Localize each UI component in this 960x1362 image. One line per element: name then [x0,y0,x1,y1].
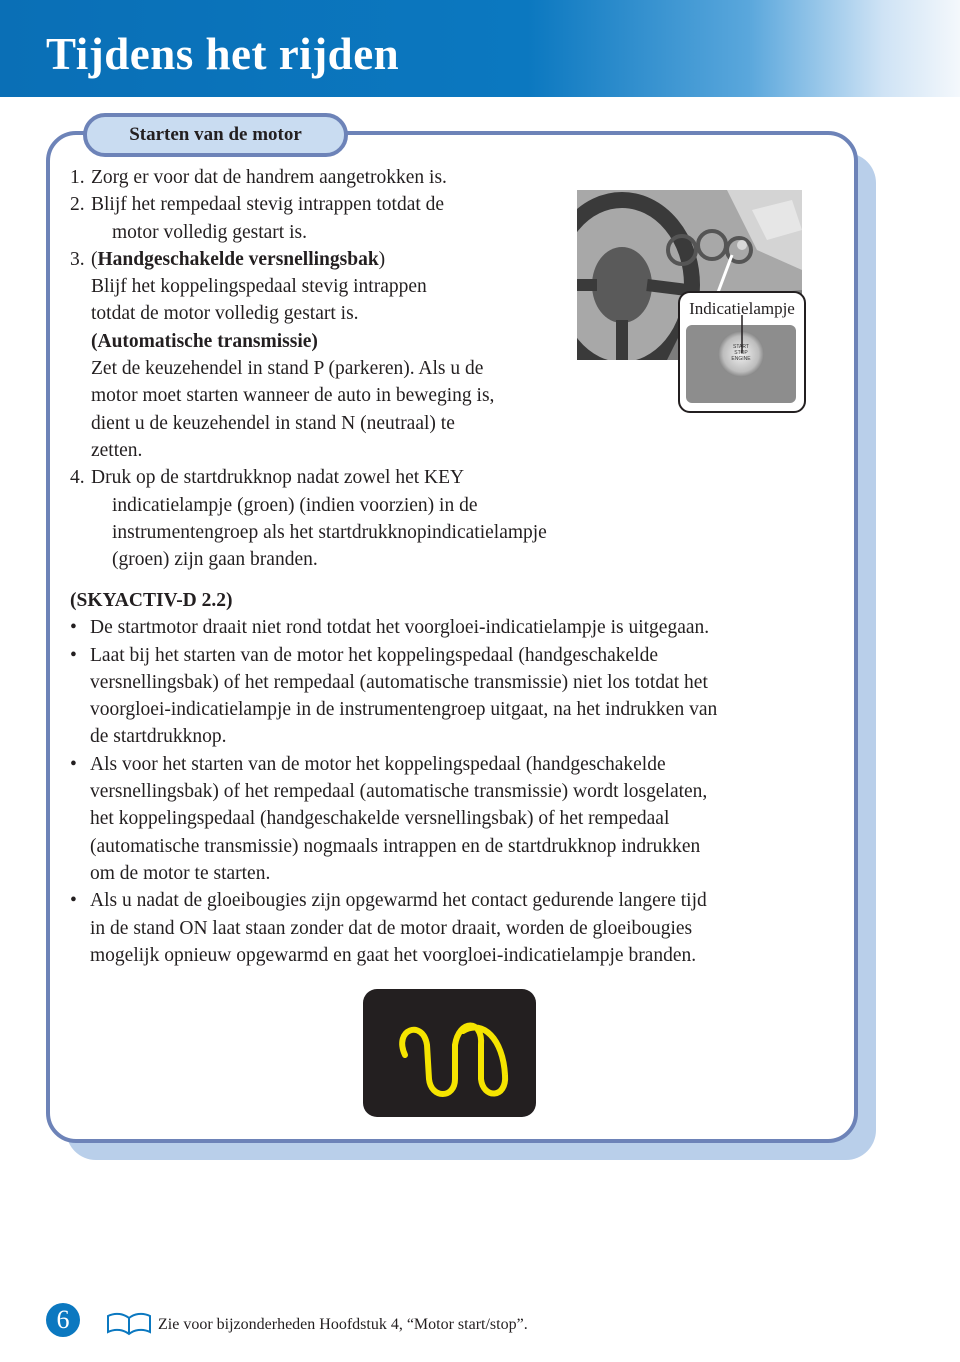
page-header [0,0,960,97]
book-icon [106,1312,152,1341]
skyactiv-section [70,587,840,969]
section-tab [83,113,348,157]
skyactiv-heading: (SKYACTIV-D 2.2) [70,590,233,611]
start-steps-list [70,164,630,573]
skyactiv-bullet-1: • De startmotor draait niet rond totdat het voorgloei-indicatielampje is uitgegaan. [70,617,710,639]
skyactiv-bullet-3: • Als voor het starten van de motor het koppelingspedaal (handgeschakelde versnellingsbak) of het rempedaal (automatische transmissie) wordt losgelaten, het koppelingspedaal (handgeschakelde versnellingsbak) of het rempedaal (automatische transmissie) nogmaals intrappen en de startdrukknop indrukken om de motor te starten. [70,753,708,884]
chapter-reference: Zie voor bijzonderheden Hoofdstuk 4, “Motor start/stop”. [158,1316,528,1333]
indicator-callout [678,291,806,413]
section-tab-label: Starten van de motor [129,124,302,145]
callout-label: Indicatielampje [689,299,795,318]
step-1: 1. Zorg er voor dat de handrem aangetrokken is. [70,167,447,188]
step-4: 4. Druk op de startdrukknop nadat zowel het KEY indicatielampje (groen) (indien voorzien) in de instrumentengroep als het startdrukknopindicatielampje (groen) zijn gaan branden. [70,467,547,571]
page-number: 6 [46,1303,80,1337]
step-3-auto-heading: (Automatische transmissie) [91,330,318,352]
skyactiv-bullet-2: • Laat bij het starten van de motor het koppelingspedaal (handgeschakelde versnellingsbak) of het rempedaal (automatische transmissie) niet los totdat het voorgloei-indicatielampje in de instrumentengroep uitgaat, na het indrukken van de startdrukknop. [70,644,718,748]
step-3-manual-heading: (Handgeschakelde versnellingsbak) [91,248,386,270]
step-3: 3. (Handgeschakelde versnellingsbak) Blijf het koppelingspedaal stevig intrappen totdat de motor volledig gestart is. (Automatische transmissie) Zet de keuzehendel in stand P (parkeren). Als u de motor moet starten wanneer de auto in beweging is, dient u de keuzehendel in stand N (neutraal) te zetten. [70,246,630,464]
callout-pointer-line [740,315,744,353]
page-title: Tijdens het rijden [46,29,400,79]
step-2: 2. Blijf het rempedaal stevig intrappen totdat de motor volledig gestart is. [70,194,445,243]
start-stop-button-icon: START STOP ENGINE [718,331,764,377]
skyactiv-bullet-4: • Als u nadat de gloeibougies zijn opgewarmd het contact gedurende langere tijd in de stand ON laat staan zonder dat de motor draait, worden de gloeibougies mogelijk opnieuw opgewarmd en gaat het voorgloei-indicatielampje branden. [70,890,707,966]
glow-plug-indicator [363,989,536,1117]
glow-plug-icon [363,989,536,1117]
